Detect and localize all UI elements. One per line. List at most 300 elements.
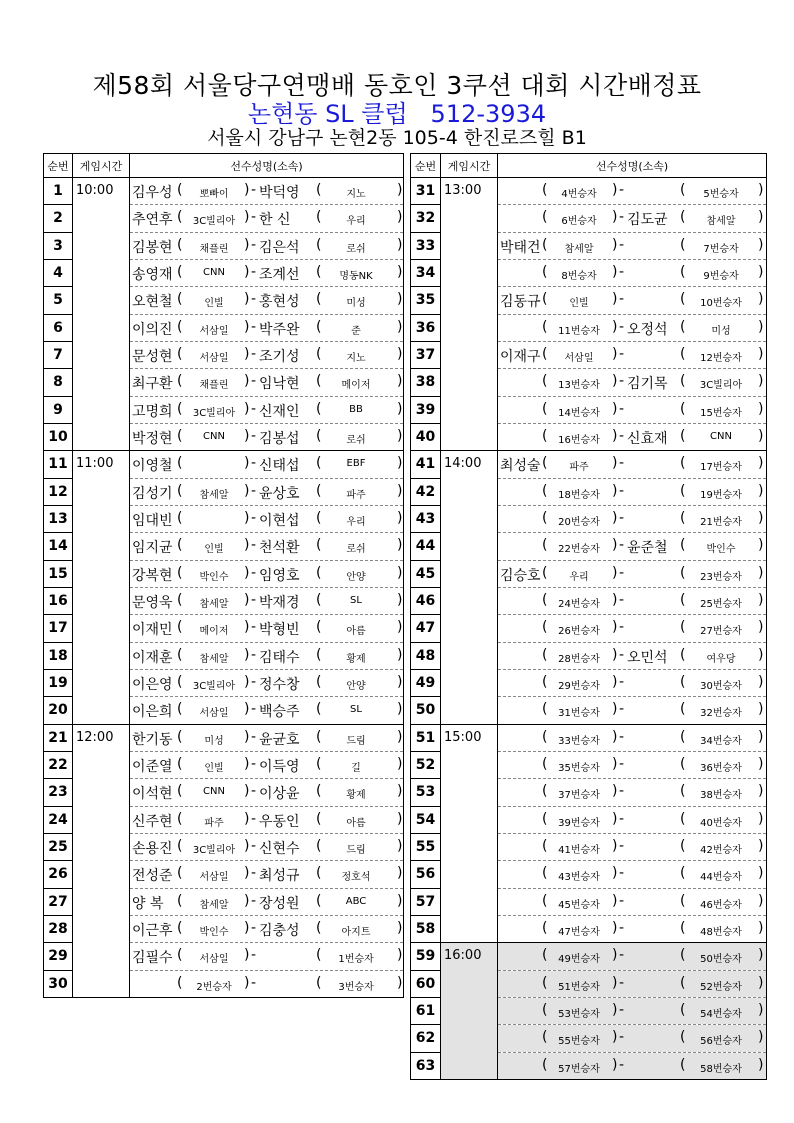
header-players: 선수성명(소속) [130, 154, 404, 178]
paren-close: ) [612, 783, 618, 800]
player-1-club: 인빌 [569, 298, 589, 310]
paren-open: ( [177, 455, 183, 472]
player-1-club: 참세알 [564, 243, 594, 255]
paren-open: ( [680, 427, 686, 444]
paren-open: ( [316, 810, 322, 827]
paren-open: ( [542, 373, 548, 390]
paren-close: ) [244, 209, 250, 226]
game-number: 11 [44, 451, 73, 478]
player-1-club: CNN [203, 266, 225, 278]
paren-open: ( [680, 209, 686, 226]
game-number: 31 [411, 178, 441, 205]
players-cell [498, 341, 767, 368]
paren-open: ( [316, 236, 322, 253]
versus-dash: - [251, 837, 257, 854]
paren-close: ) [397, 701, 403, 718]
paren-open: ( [177, 263, 183, 280]
paren-open: ( [680, 509, 686, 526]
player-2-club: 파주 [346, 489, 366, 501]
players-cell [130, 478, 404, 505]
player-2-club: 50번승자 [700, 954, 742, 966]
paren-close: ) [758, 673, 764, 690]
paren-close: ) [244, 673, 250, 690]
game-number: 37 [411, 341, 441, 368]
paren-open: ( [680, 591, 686, 608]
header-players: 선수성명(소속) [498, 154, 767, 178]
player-2-club: ABC [345, 895, 367, 907]
paren-open: ( [316, 591, 322, 608]
player-2-name: 박재경 [259, 594, 300, 611]
paren-close: ) [244, 263, 250, 280]
paren-open: ( [542, 291, 548, 308]
paren-open: ( [177, 236, 183, 253]
paren-close: ) [397, 619, 403, 636]
paren-close: ) [758, 400, 764, 417]
versus-dash: - [251, 646, 257, 663]
player-2-club: 여우당 [706, 653, 736, 665]
player-2-club: 36번승자 [700, 762, 742, 774]
players-cell [498, 997, 767, 1024]
player-2-club: 52번승자 [700, 981, 742, 993]
players-cell [498, 943, 767, 970]
paren-close: ) [244, 892, 250, 909]
paren-close: ) [244, 236, 250, 253]
paren-close: ) [244, 619, 250, 636]
paren-open: ( [680, 619, 686, 636]
versus-dash: - [251, 810, 257, 827]
players-cell [130, 888, 404, 915]
paren-close: ) [612, 1001, 618, 1018]
players-cell [498, 669, 767, 696]
versus-dash: - [251, 263, 257, 280]
game-number: 6 [44, 314, 73, 341]
game-number: 16 [44, 587, 73, 614]
players-cell [498, 396, 767, 423]
player-2-name: 우동인 [259, 813, 300, 830]
versus-dash: - [619, 646, 625, 663]
paren-close: ) [612, 673, 618, 690]
paren-close: ) [758, 509, 764, 526]
paren-close: ) [612, 455, 618, 472]
player-1-name: 임지균 [132, 540, 173, 557]
player-1-name: 송영재 [132, 266, 173, 283]
paren-close: ) [758, 947, 764, 964]
player-1-club: 3C빌리아 [192, 407, 236, 419]
player-2-club: 아름 [346, 817, 366, 829]
paren-open: ( [316, 619, 322, 636]
game-number: 28 [44, 915, 73, 942]
player-1-club: 인빌 [204, 762, 224, 774]
paren-open: ( [542, 892, 548, 909]
paren-close: ) [244, 865, 250, 882]
versus-dash: - [251, 673, 257, 690]
player-1-name: 문영욱 [132, 594, 173, 611]
versus-dash: - [251, 400, 257, 417]
versus-dash: - [251, 209, 257, 226]
player-2-club: 9번승자 [703, 270, 739, 282]
paren-open: ( [177, 619, 183, 636]
player-2-name: 박주완 [259, 321, 300, 338]
player-1-name: 전성준 [132, 868, 173, 885]
player-2-club: 메이저 [341, 380, 371, 392]
table-row [411, 943, 767, 970]
game-number: 34 [411, 259, 441, 286]
player-2-club: 42번승자 [700, 844, 742, 856]
paren-close: ) [758, 236, 764, 253]
player-2-club: 지노 [346, 352, 366, 364]
paren-close: ) [758, 318, 764, 335]
players-cell [498, 833, 767, 860]
paren-close: ) [758, 345, 764, 362]
paren-open: ( [680, 755, 686, 772]
player-2-club: 15번승자 [700, 407, 742, 419]
player-1-club: 24번승자 [558, 598, 600, 610]
paren-close: ) [244, 919, 250, 936]
paren-open: ( [680, 919, 686, 936]
players-cell [498, 751, 767, 778]
player-2-name: 오정석 [627, 321, 668, 338]
paren-open: ( [177, 646, 183, 663]
paren-open: ( [680, 728, 686, 745]
paren-close: ) [397, 209, 403, 226]
paren-close: ) [612, 947, 618, 964]
game-number: 30 [44, 970, 73, 997]
paren-open: ( [542, 728, 548, 745]
player-1-name: 김동규 [500, 294, 541, 311]
players-cell [130, 943, 404, 970]
paren-open: ( [542, 509, 548, 526]
player-2-name: 김봉섭 [259, 430, 300, 447]
address-line: 서울시 강남구 논현2동 105-4 한진로즈힐 B1 [207, 127, 587, 149]
paren-open: ( [680, 455, 686, 472]
paren-close: ) [244, 400, 250, 417]
paren-close: ) [244, 537, 250, 554]
player-2-club: 미성 [711, 325, 731, 337]
player-2-club: 아지트 [341, 926, 371, 938]
paren-open: ( [542, 400, 548, 417]
versus-dash: - [251, 974, 257, 991]
paren-open: ( [542, 537, 548, 554]
paren-open: ( [177, 400, 183, 417]
player-1-name: 추연후 [132, 212, 173, 229]
player-2-name: 장성원 [259, 895, 300, 912]
player-2-club: 로쉬 [346, 544, 366, 556]
game-number: 22 [44, 751, 73, 778]
player-1-club: 메이저 [199, 626, 229, 638]
paren-open: ( [316, 755, 322, 772]
versus-dash: - [619, 837, 625, 854]
game-number: 45 [411, 560, 441, 587]
player-2-club: 드림 [346, 844, 366, 856]
paren-open: ( [316, 373, 322, 390]
paren-open: ( [680, 1001, 686, 1018]
paren-close: ) [397, 947, 403, 964]
player-1-name: 신주현 [132, 813, 173, 830]
paren-open: ( [680, 865, 686, 882]
paren-close: ) [758, 865, 764, 882]
versus-dash: - [251, 919, 257, 936]
paren-close: ) [612, 345, 618, 362]
player-1-club: 41번승자 [558, 844, 600, 856]
player-1-club: 39번승자 [558, 817, 600, 829]
game-number: 20 [44, 697, 73, 724]
players-cell [130, 396, 404, 423]
player-1-club: 박인수 [199, 571, 229, 583]
versus-dash: - [619, 564, 625, 581]
versus-dash: - [619, 263, 625, 280]
paren-close: ) [397, 974, 403, 991]
players-cell [130, 505, 404, 532]
table-row [411, 451, 767, 478]
paren-open: ( [680, 646, 686, 663]
paren-close: ) [758, 1056, 764, 1073]
versus-dash: - [251, 892, 257, 909]
paren-close: ) [244, 564, 250, 581]
player-1-club: 서삼일 [199, 954, 229, 966]
paren-close: ) [612, 263, 618, 280]
game-number: 10 [44, 423, 73, 450]
player-2-name: 김태수 [259, 649, 300, 666]
paren-open: ( [680, 263, 686, 280]
versus-dash: - [619, 947, 625, 964]
paren-open: ( [177, 427, 183, 444]
game-number: 35 [411, 287, 441, 314]
paren-open: ( [542, 947, 548, 964]
game-number: 40 [411, 423, 441, 450]
paren-open: ( [316, 974, 322, 991]
game-number: 61 [411, 997, 441, 1024]
versus-dash: - [251, 373, 257, 390]
players-cell [130, 915, 404, 942]
versus-dash: - [619, 865, 625, 882]
paren-open: ( [177, 591, 183, 608]
player-2-club: 27번승자 [700, 626, 742, 638]
paren-open: ( [316, 919, 322, 936]
paren-open: ( [542, 974, 548, 991]
paren-open: ( [316, 892, 322, 909]
header-time: 게임시간 [441, 154, 498, 178]
paren-open: ( [542, 1001, 548, 1018]
versus-dash: - [251, 947, 257, 964]
versus-dash: - [619, 427, 625, 444]
paren-close: ) [758, 728, 764, 745]
player-2-club: 로쉬 [346, 243, 366, 255]
paren-open: ( [177, 564, 183, 581]
paren-open: ( [680, 537, 686, 554]
player-2-club: 56번승자 [700, 1036, 742, 1048]
player-1-club: 3C빌리아 [192, 844, 236, 856]
paren-close: ) [397, 728, 403, 745]
player-1-club: 8번승자 [561, 270, 597, 282]
player-2-name: 박형빈 [259, 622, 300, 639]
player-1-club: 26번승자 [558, 626, 600, 638]
player-1-club: 57번승자 [558, 1063, 600, 1075]
game-number: 1 [44, 178, 73, 205]
game-time: 11:00 [73, 451, 130, 724]
paren-open: ( [680, 673, 686, 690]
player-2-club: 1번승자 [338, 954, 374, 966]
paren-close: ) [244, 291, 250, 308]
table-row [44, 178, 404, 205]
schedule-table-left [43, 153, 404, 998]
player-2-club: 안양 [346, 571, 366, 583]
versus-dash: - [619, 236, 625, 253]
paren-close: ) [244, 783, 250, 800]
versus-dash: - [251, 236, 257, 253]
paren-open: ( [177, 291, 183, 308]
paren-open: ( [177, 892, 183, 909]
players-cell [498, 697, 767, 724]
paren-open: ( [316, 646, 322, 663]
players-cell [130, 369, 404, 396]
versus-dash: - [619, 974, 625, 991]
versus-dash: - [619, 1029, 625, 1046]
versus-dash: - [619, 1056, 625, 1073]
player-1-club: 33번승자 [558, 735, 600, 747]
paren-close: ) [244, 755, 250, 772]
game-time: 15:00 [441, 724, 498, 943]
players-cell [130, 205, 404, 232]
players-cell [498, 861, 767, 888]
player-2-name: 윤균호 [259, 731, 300, 748]
paren-close: ) [244, 591, 250, 608]
versus-dash: - [251, 755, 257, 772]
paren-open: ( [680, 837, 686, 854]
paren-close: ) [612, 919, 618, 936]
player-2-name: 윤상호 [259, 485, 300, 502]
player-1-name: 박정현 [132, 430, 173, 447]
game-number: 62 [411, 1025, 441, 1052]
player-2-club: 로쉬 [346, 434, 366, 446]
player-2-name: 박덕영 [259, 185, 300, 201]
paren-close: ) [244, 509, 250, 526]
game-number: 63 [411, 1052, 441, 1079]
game-number: 41 [411, 451, 441, 478]
game-number: 53 [411, 779, 441, 806]
game-number: 27 [44, 888, 73, 915]
game-number: 26 [44, 861, 73, 888]
paren-close: ) [612, 182, 618, 198]
paren-open: ( [542, 345, 548, 362]
players-cell [130, 615, 404, 642]
player-2-club: 46번승자 [700, 899, 742, 911]
versus-dash: - [251, 427, 257, 444]
players-cell [130, 423, 404, 450]
paren-close: ) [244, 182, 250, 198]
paren-open: ( [177, 673, 183, 690]
paren-open: ( [316, 400, 322, 417]
players-cell [498, 423, 767, 450]
player-2-club: 안양 [346, 680, 366, 692]
game-number: 32 [411, 205, 441, 232]
versus-dash: - [251, 701, 257, 718]
player-2-name: 오민석 [627, 649, 668, 666]
versus-dash: - [619, 755, 625, 772]
paren-close: ) [612, 373, 618, 390]
paren-close: ) [612, 318, 618, 335]
paren-open: ( [542, 783, 548, 800]
player-2-club: 17번승자 [700, 462, 742, 474]
player-2-club: 7번승자 [703, 243, 739, 255]
game-time: 10:00 [73, 178, 130, 451]
paren-open: ( [177, 837, 183, 854]
paren-close: ) [244, 373, 250, 390]
versus-dash: - [251, 537, 257, 554]
players-cell [498, 478, 767, 505]
player-1-name: 이재구 [500, 348, 541, 365]
paren-open: ( [542, 1056, 548, 1073]
paren-close: ) [612, 728, 618, 745]
document-title: 제58회 서울당구연맹배 동호인 3쿠션 대회 시간배정표 [92, 71, 702, 100]
paren-close: ) [758, 455, 764, 472]
paren-open: ( [542, 919, 548, 936]
players-cell [130, 669, 404, 696]
game-number: 18 [44, 642, 73, 669]
player-1-club: 55번승자 [558, 1036, 600, 1048]
paren-close: ) [612, 646, 618, 663]
versus-dash: - [619, 892, 625, 909]
paren-close: ) [612, 892, 618, 909]
game-number: 50 [411, 697, 441, 724]
player-1-club: 박인수 [199, 926, 229, 938]
players-cell [498, 287, 767, 314]
player-2-club: 3번승자 [338, 981, 374, 993]
game-number: 24 [44, 806, 73, 833]
paren-open: ( [542, 701, 548, 718]
player-1-club: 서삼일 [199, 872, 229, 884]
paren-close: ) [244, 455, 250, 472]
paren-open: ( [177, 919, 183, 936]
player-2-club: 황제 [346, 790, 366, 802]
players-cell [130, 533, 404, 560]
players-cell [130, 779, 404, 806]
paren-close: ) [612, 291, 618, 308]
player-1-name: 강복현 [132, 567, 173, 584]
paren-close: ) [397, 537, 403, 554]
game-number: 12 [44, 478, 73, 505]
paren-close: ) [758, 291, 764, 308]
player-2-club: 58번승자 [700, 1063, 742, 1075]
paren-close: ) [244, 701, 250, 718]
player-2-club: 38번승자 [700, 790, 742, 802]
paren-open: ( [542, 318, 548, 335]
players-cell [498, 259, 767, 286]
paren-open: ( [177, 783, 183, 800]
paren-close: ) [758, 482, 764, 499]
game-number: 7 [44, 341, 73, 368]
paren-open: ( [542, 837, 548, 854]
paren-close: ) [397, 673, 403, 690]
paren-close: ) [758, 182, 764, 198]
paren-close: ) [397, 892, 403, 909]
game-number: 9 [44, 396, 73, 423]
paren-open: ( [542, 455, 548, 472]
paren-close: ) [244, 427, 250, 444]
paren-open: ( [316, 783, 322, 800]
player-1-club: 13번승자 [558, 380, 600, 392]
paren-open: ( [177, 701, 183, 718]
players-cell [130, 451, 404, 478]
player-2-name: 백승주 [259, 704, 300, 721]
paren-close: ) [397, 837, 403, 854]
paren-close: ) [612, 837, 618, 854]
player-1-club: 11번승자 [558, 325, 600, 337]
player-2-name: 이득영 [259, 758, 300, 775]
players-cell [498, 560, 767, 587]
game-number: 39 [411, 396, 441, 423]
players-cell [498, 915, 767, 942]
versus-dash: - [619, 209, 625, 226]
